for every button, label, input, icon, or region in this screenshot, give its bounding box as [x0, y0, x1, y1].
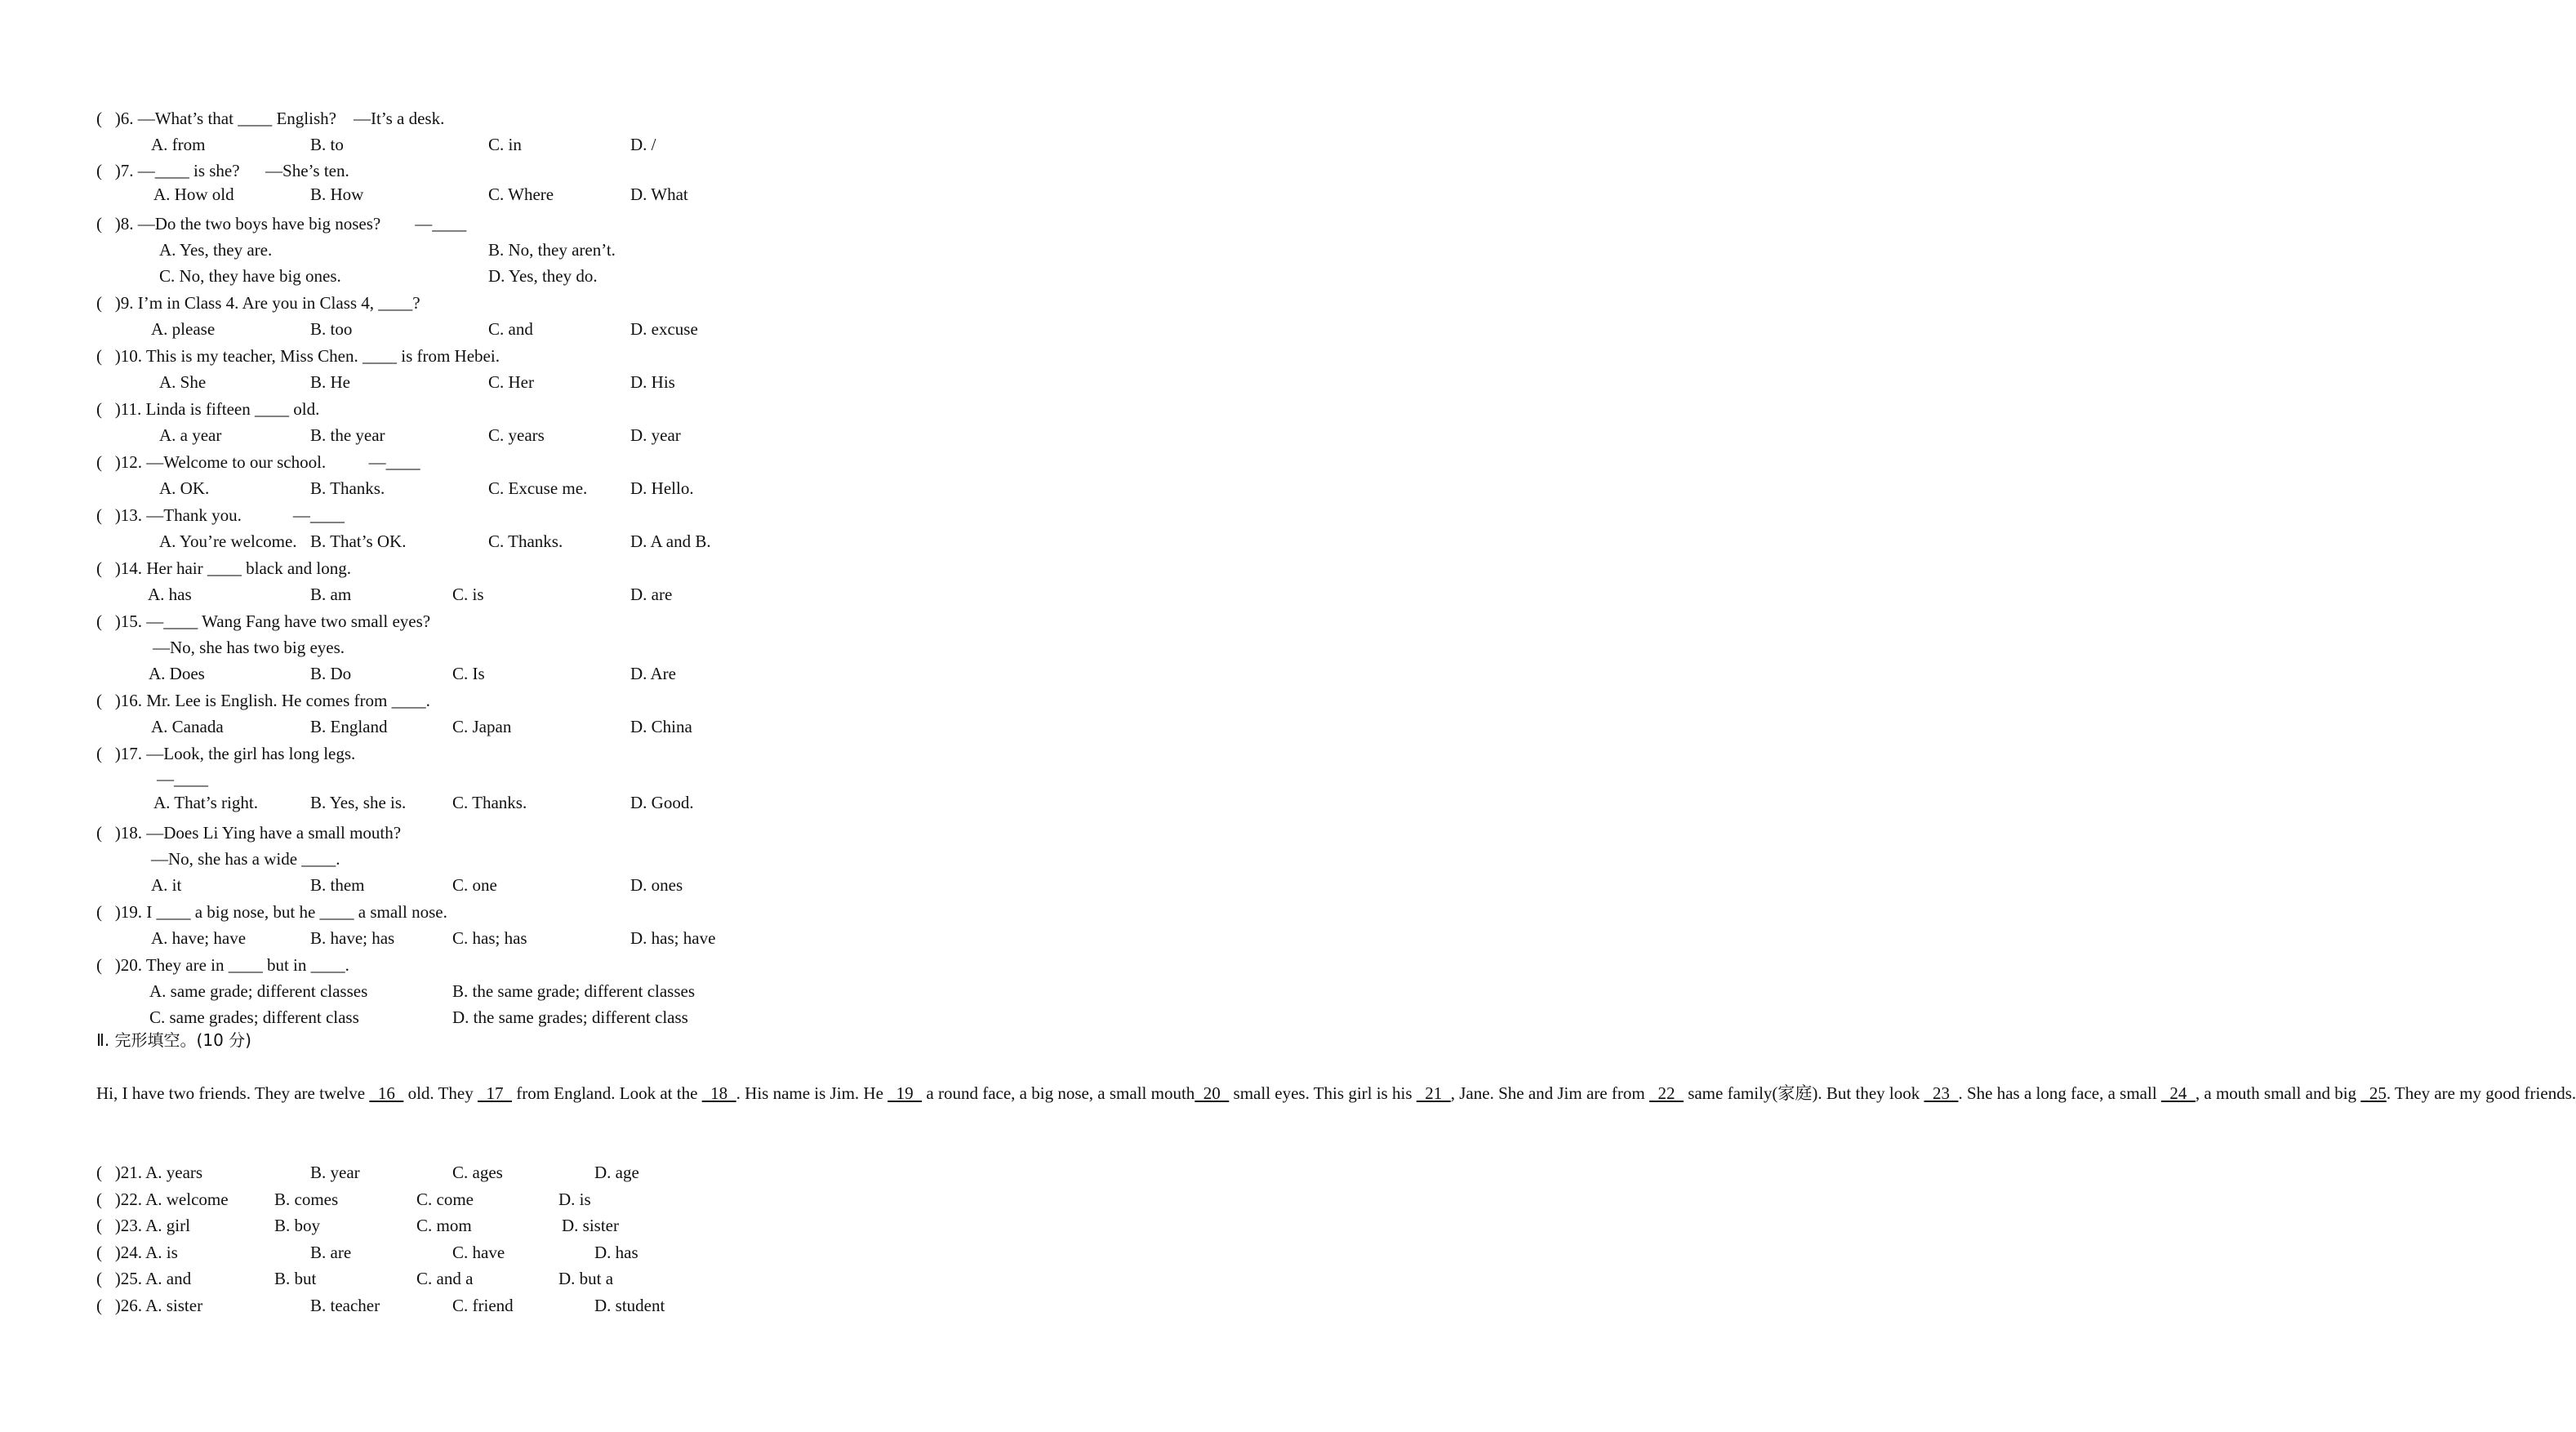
- question-8-options-row2: [0, 264, 1012, 288]
- question-stem: ( )23. A. girl: [96, 1216, 190, 1235]
- question-16-stem: ( )16. Mr. Lee is English. He comes from ____.: [96, 691, 430, 710]
- blank-23: 23: [1924, 1083, 1959, 1103]
- option-b: B. to: [310, 135, 344, 154]
- passage-text: , Jane. She and Jim are from: [1450, 1083, 1649, 1103]
- question-17-stem: ( )17. —Look, the girl has long legs.: [96, 744, 356, 763]
- question-20-options-row1: [0, 979, 1012, 1003]
- option-b: B. comes: [274, 1190, 339, 1209]
- question-24: [0, 1240, 1012, 1265]
- question-20-options-row2: [0, 1005, 1012, 1030]
- option-a: A. it: [151, 875, 182, 895]
- question-13-stem: ( )13. —Thank you. —____: [96, 505, 345, 525]
- passage-text: same family(家庭). But they look: [1683, 1083, 1924, 1103]
- passage-text: . They are my good friends.: [2386, 1083, 2576, 1103]
- option-a: A. That’s right.: [153, 793, 258, 812]
- option-d: D. Hello.: [630, 478, 694, 498]
- option-d: D. the same grades; different class: [452, 1007, 688, 1027]
- option-d: D. sister: [562, 1216, 619, 1235]
- passage-text: Hi, I have two friends. They are twelve: [96, 1083, 370, 1103]
- question-12-stem: ( )12. —Welcome to our school. —____: [96, 452, 420, 472]
- blank-24: 24: [2160, 1083, 2196, 1103]
- option-c: C. and: [488, 319, 533, 339]
- option-a: A. please: [151, 319, 216, 339]
- option-b: B. year: [310, 1163, 360, 1182]
- question-14-options: [0, 582, 1012, 607]
- option-d: D. His: [630, 372, 675, 392]
- question-12-options: [0, 476, 1012, 500]
- option-d: D. Yes, they do.: [488, 266, 598, 286]
- option-a: A. OK.: [159, 478, 210, 498]
- option-b: B. No, they aren’t.: [488, 240, 616, 260]
- question-21: [0, 1160, 1012, 1185]
- option-b: B. am: [310, 585, 352, 604]
- option-c: C. same grades; different class: [149, 1007, 359, 1027]
- option-c: C. Is: [452, 664, 485, 683]
- question-19-options: [0, 926, 1012, 950]
- question-8-stem: ( )8. —Do the two boys have big noses? —____: [96, 214, 467, 233]
- option-a: A. from: [151, 135, 206, 154]
- option-c: C. friend: [452, 1296, 514, 1315]
- option-d: D. What: [630, 185, 688, 204]
- option-c: C. Excuse me.: [488, 478, 588, 498]
- option-a: A. She: [159, 372, 207, 392]
- option-b: B. too: [310, 319, 353, 339]
- section-2-heading: Ⅱ. 完形填空。(10 分): [96, 1030, 251, 1050]
- question-7-options: [0, 182, 1012, 207]
- question-16-options: [0, 714, 1012, 739]
- option-c: C. Thanks.: [452, 793, 527, 812]
- passage-text: . His name is Jim. He: [736, 1083, 888, 1103]
- question-18-reply: —No, she has a wide ____.: [151, 849, 340, 869]
- option-a: A. have; have: [151, 928, 247, 948]
- blank-18: 18: [701, 1083, 736, 1103]
- question-17-reply: —____: [157, 769, 208, 789]
- question-9-stem: ( )9. I’m in Class 4. Are you in Class 4, ____?: [96, 293, 420, 313]
- option-d: D. Are: [630, 664, 676, 683]
- option-a: A. How old: [153, 185, 234, 204]
- passage-text: . She has a long face, a small: [1958, 1083, 2161, 1103]
- question-25: [0, 1266, 1012, 1291]
- question-15-stem: ( )15. —____ Wang Fang have two small eyes?: [96, 611, 431, 631]
- question-18-options: [0, 873, 1012, 897]
- option-b: B. the year: [310, 425, 385, 445]
- option-b: B. Yes, she is.: [310, 793, 407, 812]
- blank-25: 25: [2360, 1083, 2387, 1103]
- option-a: A. You’re welcome.: [159, 531, 297, 551]
- option-b: B. Do: [310, 664, 352, 683]
- question-22: [0, 1187, 1012, 1212]
- option-d: D. Good.: [630, 793, 694, 812]
- question-26: [0, 1293, 1012, 1318]
- question-6-options: [0, 132, 1012, 157]
- option-d: D. student: [594, 1296, 665, 1315]
- passage-text: from England. Look at the: [511, 1083, 702, 1103]
- question-stem: ( )26. A. sister: [96, 1296, 203, 1315]
- blank-16: 16: [369, 1083, 404, 1103]
- option-c: C. in: [488, 135, 522, 154]
- option-b: B. the same grade; different classes: [452, 981, 696, 1001]
- question-23: [0, 1213, 1012, 1238]
- question-19-stem: ( )19. I ____ a big nose, but he ____ a small nose.: [96, 902, 447, 922]
- blank-22: 22: [1648, 1083, 1684, 1103]
- option-b: B. How: [310, 185, 364, 204]
- option-a: A. a year: [159, 425, 222, 445]
- question-stem: ( )24. A. is: [96, 1243, 178, 1262]
- question-15-options: [0, 661, 1012, 686]
- option-c: C. Thanks.: [488, 531, 563, 551]
- question-9-options: [0, 317, 1012, 341]
- option-b: B. them: [310, 875, 365, 895]
- option-c: C. is: [452, 585, 484, 604]
- option-c: C. Where: [488, 185, 554, 204]
- option-b: B. That’s OK.: [310, 531, 407, 551]
- option-d: D. year: [630, 425, 681, 445]
- option-b: B. Thanks.: [310, 478, 385, 498]
- blank-21: 21: [1416, 1083, 1451, 1103]
- option-d: D. excuse: [630, 319, 698, 339]
- question-10-stem: ( )10. This is my teacher, Miss Chen. ____ is from Hebei.: [96, 346, 500, 366]
- question-8-options-row1: [0, 238, 1012, 262]
- question-stem: ( )25. A. and: [96, 1269, 192, 1288]
- option-c: C. Japan: [452, 717, 512, 736]
- question-18-stem: ( )18. —Does Li Ying have a small mouth?: [96, 823, 402, 843]
- option-c: C. mom: [416, 1216, 472, 1235]
- question-20-stem: ( )20. They are in ____ but in ____.: [96, 955, 349, 975]
- option-a: A. Yes, they are.: [159, 240, 273, 260]
- option-c: C. one: [452, 875, 497, 895]
- option-b: B. teacher: [310, 1296, 380, 1315]
- question-stem: ( )22. A. welcome: [96, 1190, 229, 1209]
- question-11-options: [0, 423, 1012, 447]
- option-a: A. has: [148, 585, 192, 604]
- question-15-reply: —No, she has two big eyes.: [153, 638, 345, 657]
- option-a: A. Does: [149, 664, 205, 683]
- option-b: B. but: [274, 1269, 317, 1288]
- option-c: C. has; has: [452, 928, 527, 948]
- option-a: A. same grade; different classes: [149, 981, 368, 1001]
- option-d: D. has; have: [630, 928, 716, 948]
- option-d: D. age: [594, 1163, 639, 1182]
- question-7-stem: ( )7. —____ is she? —She’s ten.: [96, 161, 349, 180]
- question-6-stem: ( )6. —What’s that ____ English? —It’s a desk.: [96, 109, 445, 128]
- blank-17: 17: [477, 1083, 512, 1103]
- option-c: C. ages: [452, 1163, 503, 1182]
- cloze-passage: [96, 1053, 2576, 1106]
- blank-20: 20: [1195, 1083, 1230, 1103]
- option-c: C. Her: [488, 372, 534, 392]
- option-c: C. come: [416, 1190, 474, 1209]
- option-d: D. is: [558, 1190, 591, 1209]
- question-11-stem: ( )11. Linda is fifteen ____ old.: [96, 399, 320, 419]
- passage-text: small eyes. This girl is his: [1229, 1083, 1417, 1103]
- option-a: A. Canada: [151, 717, 224, 736]
- option-b: B. He: [310, 372, 350, 392]
- question-17-options: [0, 790, 1012, 815]
- option-d: D. ones: [630, 875, 683, 895]
- blank-19: 19: [888, 1083, 923, 1103]
- passage-text: , a mouth small and big: [2195, 1083, 2361, 1103]
- question-14-stem: ( )14. Her hair ____ black and long.: [96, 558, 351, 578]
- passage-text: a round face, a big nose, a small mouth: [922, 1083, 1195, 1103]
- option-c: C. No, they have big ones.: [159, 266, 341, 286]
- option-b: B. England: [310, 717, 388, 736]
- question-stem: ( )21. A. years: [96, 1163, 203, 1182]
- option-d: D. A and B.: [630, 531, 711, 551]
- option-d: D. China: [630, 717, 692, 736]
- question-10-options: [0, 370, 1012, 394]
- passage-text: old. They: [403, 1083, 478, 1103]
- option-c: C. and a: [416, 1269, 474, 1288]
- option-b: B. are: [310, 1243, 352, 1262]
- option-d: D. are: [630, 585, 673, 604]
- option-b: B. boy: [274, 1216, 321, 1235]
- option-b: B. have; has: [310, 928, 395, 948]
- option-d: D. /: [630, 135, 656, 154]
- option-c: C. have: [452, 1243, 505, 1262]
- option-c: C. years: [488, 425, 545, 445]
- option-d: D. but a: [558, 1269, 614, 1288]
- question-13-options: [0, 529, 1012, 554]
- option-d: D. has: [594, 1243, 638, 1262]
